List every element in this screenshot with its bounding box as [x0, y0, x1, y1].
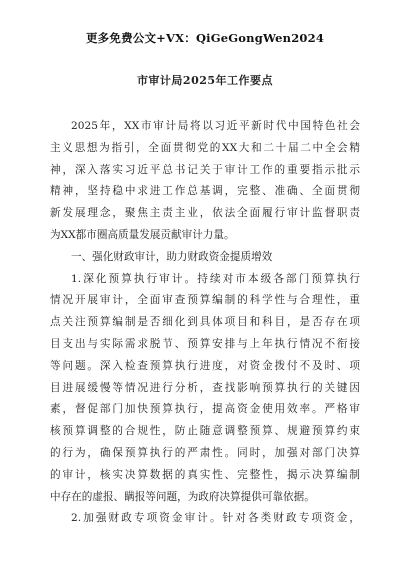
paragraph-line: 目支出与实际需求脱节、预算安排与上年执行情况不衔接 — [50, 337, 360, 350]
paragraph-line: 中存在的虚报、瞒报等问题，为政府决算提供可靠依据。 — [50, 490, 315, 503]
paragraph-line: 神，深入落实习近平总书记关于审计工作的重要指示批示 — [50, 163, 360, 176]
paragraph-line: 一、强化财政审计，助力财政资金提质增效 — [71, 250, 273, 263]
paragraph-line: 等问题。深入检查预算执行进度，对资金拨付不及时、项 — [50, 359, 360, 372]
paragraph-line: 素，督促部门加快预算执行，提高资金使用效率。严格审 — [50, 403, 360, 416]
paragraph-line: 的行为，确保预算执行的严肃性。同时，加强对部门决算 — [50, 446, 360, 459]
paragraph-line: 精神，坚持稳中求进工作总基调，完整、准确、全面贯彻 — [50, 185, 360, 198]
document-title: 市审计局2025年工作要点 — [136, 74, 274, 87]
document-body — [50, 116, 360, 530]
paragraph-line: 情况开展审计，全面审查预算编制的科学性与合理性，重 — [50, 294, 360, 307]
paragraph-line: 点关注预算编制是否细化到具体项目和科目，是否存在项 — [50, 316, 360, 329]
paragraph-line: 的审计，核实决算数据的真实性、完整性，揭示决算编制 — [50, 468, 360, 481]
paragraph-line: 为XX都市圈高质量发展贡献审计力量。 — [50, 228, 235, 241]
header-note: 更多免费公文+VX：QiGeGongWen2024 — [85, 31, 325, 45]
paragraph-line: 主义思想为指引，全面贯彻党的XX大和二十届二中全会精 — [50, 141, 360, 154]
paragraph-line: 核预算调整的合规性，防止随意调整预算、规避预算约束 — [50, 425, 360, 438]
paragraph-line: 2025年，XX市审计局将以习近平新时代中国特色社会 — [71, 120, 360, 132]
paragraph-line: 2.加强财政专项资金审计。针对各类财政专项资金， — [71, 512, 360, 525]
paragraph-line: 1.深化预算执行审计。持续对市本级各部门预算执行 — [71, 272, 360, 285]
paragraph-line: 新发展理念，聚焦主责主业，依法全面履行审计监督职责 — [50, 207, 360, 220]
paragraph-line: 目进展缓慢等情况进行分析，查找影响预算执行的关键因 — [50, 381, 360, 394]
